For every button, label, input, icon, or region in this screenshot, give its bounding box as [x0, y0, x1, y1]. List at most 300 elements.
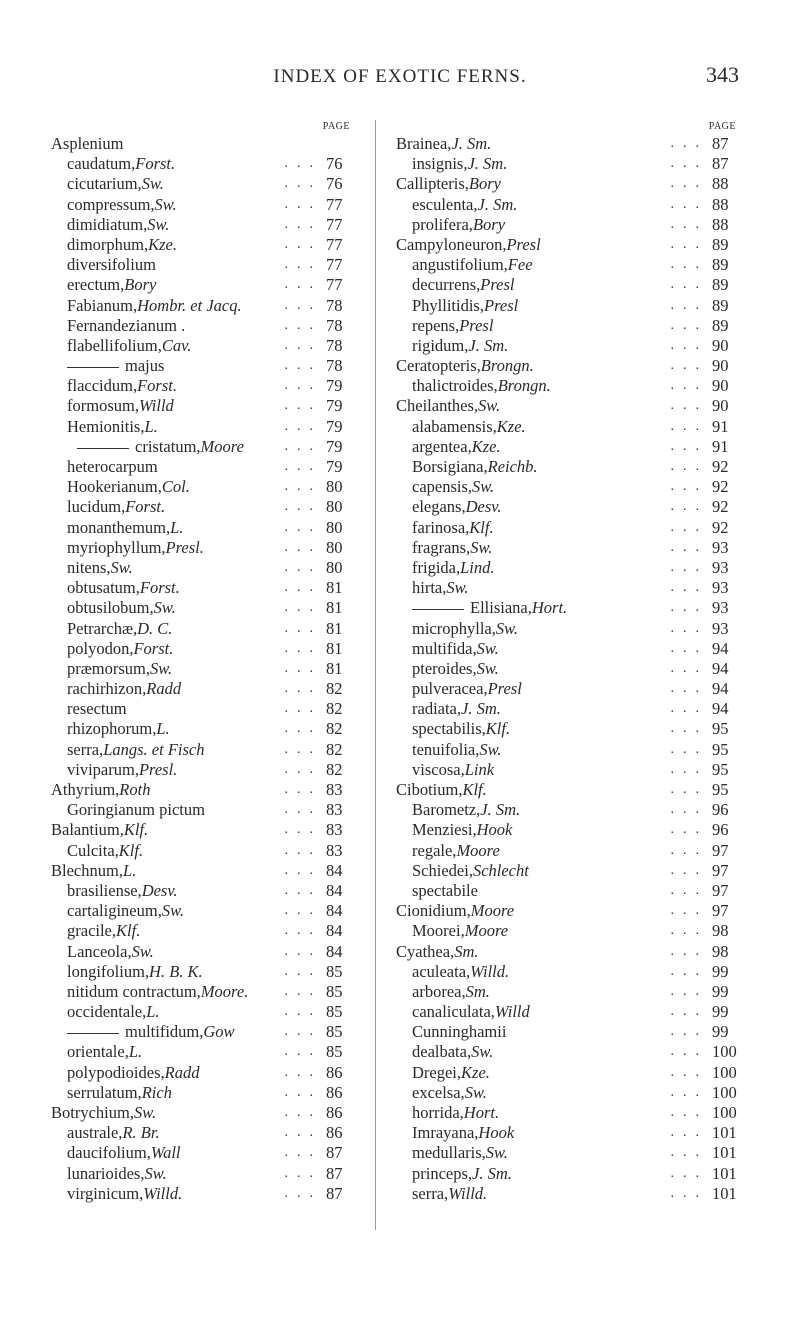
entry-name: multifida,: [412, 638, 477, 658]
entry-name: Botrychium,: [51, 1103, 134, 1122]
entry-page: 101: [712, 1163, 737, 1183]
entry-page: 80: [326, 517, 343, 537]
index-entry: [396, 699, 742, 719]
leader-dots: ...: [670, 681, 708, 697]
entry-name: viscosa,: [412, 759, 465, 779]
entry-page: 96: [712, 820, 729, 840]
entry-name: flaccidum,: [67, 376, 138, 396]
leader-dots: ...: [670, 519, 708, 535]
entry-author: Willd: [138, 396, 174, 416]
entry-name: princeps,: [412, 1163, 473, 1183]
entry-page: 80: [326, 477, 343, 497]
entry-author: J. Sm.: [461, 699, 501, 719]
leader-dots: ...: [284, 681, 322, 697]
entry-name: rachirhizon,: [67, 679, 147, 699]
entry-name: esculenta,: [412, 194, 478, 214]
entry-name: Moorei,: [412, 921, 465, 941]
index-entry: [51, 659, 356, 679]
index-entry: [51, 861, 356, 881]
entry-page: 88: [712, 174, 729, 194]
entry-name: hirta,: [412, 578, 447, 598]
entry-author: Willd.: [448, 1183, 488, 1203]
index-entry: [396, 942, 742, 962]
entry-author: Lind.: [460, 557, 495, 577]
entry-name: cartaligineum,: [67, 901, 162, 921]
index-entry: [51, 235, 356, 255]
index-entry: [51, 174, 356, 194]
entry-name: brasiliense,: [67, 880, 142, 900]
index-entry: [51, 477, 356, 497]
entry-author: Moore: [200, 436, 244, 456]
entry-author: Moore: [456, 840, 500, 860]
index-entry: [51, 679, 356, 699]
entry-author: Forst.: [135, 154, 176, 174]
entry-name: orientale,: [67, 1042, 129, 1062]
entry-page: 76: [326, 154, 343, 174]
entry-author: J. Sm.: [468, 335, 509, 355]
index-entry: [51, 316, 356, 336]
entry-author: Forst.: [125, 497, 166, 517]
leader-dots: ...: [284, 459, 322, 474]
entry-author: Roth: [119, 780, 151, 799]
entry-author: Hook: [478, 1123, 515, 1143]
entry-page: 77: [326, 194, 343, 214]
index-entry: [396, 195, 742, 215]
entry-author: Sm.: [465, 981, 490, 1001]
index-entry: [51, 275, 356, 295]
entry-name: Cionidium,: [396, 901, 471, 921]
leader-dots: ...: [284, 580, 322, 596]
entry-author: Klf.: [462, 780, 487, 799]
index-entry: [396, 235, 742, 255]
index-entry: [51, 296, 356, 316]
leader-dots: ...: [670, 983, 708, 999]
entry-author: Sw.: [446, 578, 469, 598]
entry-author: Sw.: [144, 1163, 167, 1183]
index-entry: [51, 780, 356, 800]
index-entry: [51, 901, 356, 921]
index-entry: [396, 1002, 742, 1022]
index-entry: [396, 518, 742, 538]
entry-page: 101: [712, 1183, 737, 1203]
entry-author: Kze.: [148, 234, 177, 254]
entry-name: repens,: [412, 315, 460, 335]
leader-dots: ...: [670, 317, 708, 333]
entry-name: elegans,: [412, 497, 466, 517]
entry-author: Gow: [203, 1022, 235, 1042]
entry-page: 86: [326, 1082, 343, 1102]
entry-author: Presl: [487, 679, 522, 699]
entry-page: 82: [326, 719, 343, 739]
entry-name: medullaris,: [412, 1143, 486, 1163]
index-entry: [396, 396, 742, 416]
entry-name: Brainea,: [396, 134, 452, 153]
entry-page: 87: [712, 134, 729, 153]
entry-page: 85: [326, 1002, 343, 1022]
index-entry: [396, 901, 742, 921]
index-entry: [396, 578, 742, 598]
entry-author: Sw.: [131, 941, 154, 961]
leader-dots: ...: [284, 519, 322, 535]
entry-author: L.: [156, 719, 170, 739]
entry-page: 94: [712, 658, 729, 678]
entry-author: Fee: [507, 255, 533, 275]
entry-page: 85: [326, 961, 343, 981]
entry-page: 86: [326, 1103, 343, 1122]
leader-dots: ...: [284, 1165, 322, 1181]
entry-author: Sw.: [471, 1042, 494, 1062]
leader-dots: ...: [670, 176, 708, 192]
entry-author: Moore: [464, 921, 509, 941]
entry-name: Menziesi,: [412, 820, 477, 840]
index-entry: [396, 154, 742, 174]
index-entry: [396, 1063, 742, 1083]
leader-dots: ...: [670, 963, 708, 979]
leader-dots: ...: [670, 398, 708, 414]
leader-dots: ...: [670, 156, 708, 172]
entry-author: Sw.: [464, 1082, 487, 1102]
index-entry: [51, 1184, 356, 1204]
index-entry: [51, 619, 356, 639]
entry-author: Col.: [161, 477, 190, 497]
entry-name: caudatum,: [67, 154, 136, 174]
index-entry: [51, 558, 356, 578]
leader-dots: ...: [670, 297, 708, 313]
entry-page: 101: [712, 1123, 737, 1143]
leader-dots: ...: [670, 741, 708, 757]
entry-name: Callipteris,: [396, 174, 469, 194]
entry-author: J. Sm.: [467, 154, 508, 174]
entry-author: Sw.: [149, 658, 173, 678]
entry-name: resectum: [67, 699, 127, 719]
leader-dots: ...: [284, 983, 322, 999]
index-entry: [51, 578, 356, 598]
entry-author: Sw.: [147, 214, 170, 234]
index-entry: [396, 921, 742, 941]
entry-list: [396, 134, 742, 1204]
entry-author: Forst.: [133, 638, 174, 658]
entry-page: 83: [326, 840, 343, 860]
index-entry: [396, 760, 742, 780]
leader-dots: ...: [284, 337, 322, 353]
entry-author: Hook: [476, 820, 513, 840]
entry-name: multifidum,: [125, 1022, 204, 1042]
entry-name: polyodon,: [67, 638, 134, 658]
entry-name: Borsigiana,: [412, 457, 488, 476]
entry-page: 97: [712, 840, 729, 860]
index-entry: [51, 598, 356, 618]
entry-page: 85: [326, 1022, 343, 1042]
entry-page: 97: [712, 860, 729, 880]
entry-page: 86: [326, 1123, 343, 1143]
index-entry: [396, 316, 742, 336]
entry-author: Langs. et Fisch: [103, 739, 205, 759]
page-column-label: PAGE: [322, 121, 350, 132]
entry-name: argentea,: [412, 436, 472, 456]
leader-dots: ...: [670, 701, 708, 717]
index-entry: [396, 457, 742, 477]
index-entry: [396, 255, 742, 275]
entry-author: Sw.: [133, 1103, 157, 1122]
entry-page: 78: [326, 295, 343, 315]
entry-page: 94: [712, 638, 729, 658]
index-entry: [51, 255, 356, 275]
ditto-dash: [67, 367, 119, 368]
entry-name: Dregei,: [412, 1062, 462, 1082]
entry-author: Brongn.: [480, 356, 534, 376]
entry-page: 89: [712, 234, 729, 254]
entry-name: polypodioides,: [67, 1062, 165, 1082]
leader-dots: ...: [284, 539, 322, 555]
entry-author: Hombr. et Jacq.: [137, 295, 242, 315]
leader-dots: ...: [670, 136, 708, 151]
index-entry: [51, 1103, 356, 1123]
entry-page: 99: [712, 981, 729, 1001]
entry-page: 80: [326, 557, 343, 577]
entry-author: Sw.: [495, 618, 519, 638]
index-entry: [396, 881, 742, 901]
leader-dots: ...: [284, 479, 322, 495]
leader-dots: ...: [670, 640, 708, 656]
entry-author: Moore: [470, 901, 515, 921]
leader-dots: ...: [670, 539, 708, 555]
entry-name: australe,: [67, 1123, 123, 1143]
leader-dots: ...: [670, 277, 708, 293]
index-entry: [396, 275, 742, 295]
entry-page: 95: [712, 780, 729, 799]
entry-author: Hort.: [463, 1103, 500, 1122]
index-entry: [396, 719, 742, 739]
index-entry: [51, 1022, 356, 1042]
index-entry: [396, 497, 742, 517]
index-entry: [51, 881, 356, 901]
index-entry: [51, 719, 356, 739]
entry-name: insignis,: [412, 154, 468, 174]
entry-page: 100: [712, 1042, 737, 1062]
entry-author: Link: [464, 759, 495, 779]
entry-author: Sw.: [478, 396, 501, 416]
entry-name: alabamensis,: [412, 416, 497, 436]
ditto-dash: [412, 609, 464, 610]
leader-dots: ...: [284, 418, 322, 434]
leader-dots: ...: [284, 741, 322, 757]
leader-dots: ...: [284, 398, 322, 414]
entry-name: frigida,: [412, 557, 461, 577]
index-entry: [396, 659, 742, 679]
leader-dots: ...: [670, 438, 708, 454]
entry-page: 90: [712, 396, 729, 416]
entry-author: Radd: [164, 1062, 200, 1082]
index-entry: [51, 1083, 356, 1103]
entry-name: erectum,: [67, 275, 125, 295]
entry-name: Cunninghamii: [412, 1022, 507, 1042]
leader-dots: ...: [670, 216, 708, 232]
entry-author: H. B. K.: [149, 961, 203, 981]
entry-name: dealbata,: [412, 1042, 472, 1062]
entry-name: Schiedei,: [412, 860, 473, 880]
leader-dots: ...: [670, 660, 708, 676]
entry-author: Presl: [506, 234, 541, 254]
entry-page: 83: [326, 820, 343, 840]
entry-author: D. C.: [137, 618, 173, 638]
leader-dots: ...: [670, 1084, 708, 1100]
entry-name: Balantium,: [51, 820, 124, 840]
entry-name: cristatum,: [135, 436, 201, 456]
entry-author: Desv.: [465, 497, 502, 517]
leader-dots: ...: [670, 459, 708, 474]
entry-page: 99: [712, 1022, 729, 1042]
index-entry: [51, 639, 356, 659]
entry-page: 90: [712, 356, 729, 376]
leader-dots: ...: [284, 903, 322, 919]
entry-author: Sw.: [153, 598, 176, 618]
entry-page: 81: [326, 658, 343, 678]
leader-dots: ...: [284, 620, 322, 636]
entry-page: 92: [712, 517, 729, 537]
entry-page: 93: [712, 578, 729, 598]
index-entry: [396, 417, 742, 437]
index-entry: [51, 760, 356, 780]
leader-dots: ...: [670, 1125, 708, 1141]
entry-name: Asplenium: [51, 134, 124, 153]
entry-name: decurrens,: [412, 275, 481, 295]
entry-name: Phyllitidis,: [412, 295, 484, 315]
entry-author: Klf.: [469, 517, 494, 537]
entry-author: Bory: [468, 174, 501, 194]
entry-author: Sw.: [110, 557, 133, 577]
entry-name: Goringianum pictum: [67, 800, 205, 820]
column-divider: [375, 120, 376, 1230]
entry-page: 84: [326, 901, 343, 921]
entry-name: fragrans,: [412, 537, 471, 557]
leader-dots: ...: [670, 721, 708, 737]
entry-name: rigidum,: [412, 335, 469, 355]
entry-page: 79: [326, 436, 343, 456]
entry-author: Willd.: [470, 961, 510, 981]
entry-name: Cheilanthes,: [396, 396, 479, 416]
entry-author: Klf.: [116, 921, 141, 941]
entry-author: Sw.: [485, 1143, 508, 1163]
index-entry: [396, 619, 742, 639]
entry-name: Blechnum,: [51, 860, 123, 880]
leader-dots: ...: [284, 721, 322, 737]
entry-name: Ceratopteris,: [396, 356, 481, 376]
index-entry: [396, 598, 742, 618]
index-column-right: [396, 120, 742, 1204]
entry-page: 81: [326, 618, 343, 638]
entry-page: 84: [326, 941, 343, 961]
entry-page: 80: [326, 497, 343, 517]
index-entry: [396, 134, 742, 154]
leader-dots: ...: [670, 782, 708, 797]
leader-dots: ...: [670, 418, 708, 434]
entry-name: dimorphum,: [67, 234, 149, 254]
entry-name: lucidum,: [67, 497, 126, 517]
index-entry: [51, 800, 356, 820]
entry-author: Klf.: [485, 719, 511, 739]
entry-page: 93: [712, 618, 729, 638]
index-entry: [51, 1123, 356, 1143]
entry-author: Moore.: [200, 981, 249, 1001]
leader-dots: ...: [284, 236, 322, 252]
entry-page: 94: [712, 679, 729, 699]
entry-page: 93: [712, 598, 729, 618]
index-entry: [396, 336, 742, 356]
entry-page: 84: [326, 880, 343, 900]
entry-author: Kze.: [471, 436, 501, 456]
entry-author: Kze.: [461, 1062, 490, 1082]
index-entry: [396, 982, 742, 1002]
entry-page: 95: [712, 739, 729, 759]
entry-author: Sw.: [476, 638, 499, 658]
leader-dots: ...: [670, 882, 708, 898]
entry-name: capensis,: [412, 477, 473, 497]
leader-dots: ...: [670, 236, 708, 252]
index-entry: [396, 1143, 742, 1163]
entry-author: L.: [144, 416, 158, 436]
entry-page: 90: [712, 335, 729, 355]
index-entry: [396, 780, 742, 800]
entry-name: Hookerianum,: [67, 477, 162, 497]
index-entry: [51, 376, 356, 396]
ditto-dash: [77, 448, 129, 449]
entry-author: Sw.: [476, 658, 499, 678]
entry-name: obtusilobum,: [67, 598, 154, 618]
leader-dots: ...: [670, 822, 708, 838]
entry-page: 89: [712, 315, 729, 335]
leader-dots: ...: [670, 1145, 708, 1161]
entry-name: radiata,: [412, 699, 462, 719]
entry-author: Presl.: [165, 537, 204, 557]
leader-dots: ...: [284, 176, 322, 192]
entry-page: 101: [712, 1143, 737, 1163]
entry-page: 82: [326, 679, 343, 699]
index-entry: [396, 861, 742, 881]
index-entry: [396, 558, 742, 578]
entry-author: Forst.: [137, 376, 177, 396]
leader-dots: ...: [284, 277, 322, 293]
index-entry: [51, 154, 356, 174]
entry-author: J. Sm.: [477, 194, 518, 214]
leader-dots: ...: [284, 963, 322, 979]
leader-dots: ...: [284, 842, 322, 858]
leader-dots: ...: [284, 660, 322, 676]
leader-dots: ...: [284, 297, 322, 313]
index-entry: [51, 699, 356, 719]
entry-author: R. Br.: [122, 1123, 160, 1143]
leader-dots: ...: [284, 862, 322, 878]
entry-page: 91: [712, 436, 729, 456]
entry-author: Sw.: [154, 194, 177, 214]
entry-name: spectabilis,: [412, 719, 486, 739]
entry-page: 100: [712, 1103, 737, 1122]
page-header: [0, 62, 800, 92]
leader-dots: ...: [670, 1024, 708, 1040]
entry-page: 98: [712, 921, 729, 941]
running-title: INDEX OF EXOTIC FERNS.: [273, 66, 527, 87]
entry-author: Presl: [459, 315, 494, 335]
leader-dots: ...: [670, 1064, 708, 1080]
entry-name: serrulatum,: [67, 1082, 142, 1102]
entry-page: 98: [712, 941, 729, 961]
entry-page: 97: [712, 880, 729, 900]
leader-dots: ...: [284, 640, 322, 656]
entry-page: 83: [326, 800, 343, 820]
entry-name: majus: [125, 356, 165, 376]
index-entry: [51, 497, 356, 517]
entry-page: 88: [712, 214, 729, 234]
entry-page: 94: [712, 699, 729, 719]
